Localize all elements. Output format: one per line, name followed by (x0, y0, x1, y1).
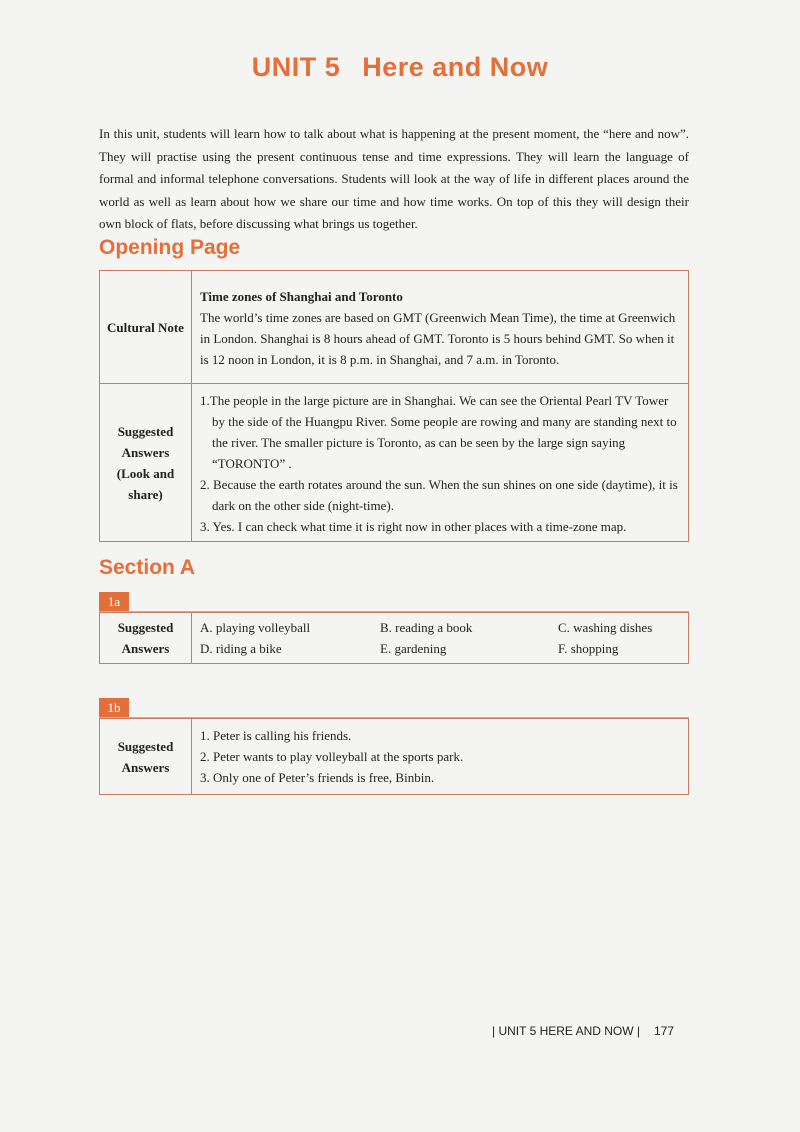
page-footer (492, 1024, 674, 1038)
exercise-tag-1b: 1b (99, 698, 129, 718)
exercise-1b-label: Suggested Answers (100, 719, 192, 795)
page-number: 177 (654, 1024, 675, 1038)
unit-title (0, 52, 800, 83)
cultural-note-content (192, 271, 689, 384)
exercise-1b-answers (192, 719, 689, 795)
list-item: D. riding a bike (200, 641, 282, 656)
list-item: 3. Yes. I can check what time it is right now in other places with a time-zone map. (200, 519, 627, 534)
list-item: A. playing volleyball (200, 620, 311, 635)
opening-page-table (99, 270, 689, 542)
cultural-note-body: The world’s time zones are based on GMT (Greenwich Mean Time), the time at Greenwich in London. Shanghai is 8 hours ahead of GMT. Toronto is 5 hours behind GMT. So when it is 12 noon in London, it is 8 p.m. in Shanghai, and 7 a.m. in Toronto. (200, 310, 676, 367)
unit-number: UNIT 5 (251, 52, 341, 82)
cultural-note-label: Cultural Note (100, 271, 192, 384)
list-item: B. reading a book (380, 620, 473, 635)
suggested-answers-label: Suggested Answers (Look and share) (100, 384, 192, 542)
list-item: E. gardening (380, 641, 447, 656)
exercise-1a-label: Suggested Answers (100, 613, 192, 664)
suggested-answers-row (100, 384, 689, 542)
suggested-answers-content (192, 384, 689, 542)
list-item: 1. Peter is calling his friends. (200, 728, 352, 743)
list-item: F. shopping (558, 641, 619, 656)
list-item: 2. Because the earth rotates around the sun. When the sun shines on one side (daytime), it is dark on the other side (night-time). (200, 477, 678, 513)
cultural-note-title: Time zones of Shanghai and Toronto (200, 289, 403, 304)
exercise-1a-table (99, 612, 689, 664)
list-item: 2. Peter wants to play volleyball at the sports park. (200, 749, 464, 764)
exercise-1a-answers (192, 613, 689, 664)
opening-page-heading: Opening Page (99, 236, 241, 259)
section-a-heading: Section A (99, 556, 196, 579)
running-head: | UNIT 5 HERE AND NOW | (492, 1024, 641, 1038)
exercise-tag-1a: 1a (99, 592, 129, 612)
intro-paragraph: In this unit, students will learn how to talk about what is happening at the present moment, the “here and now”. They will practise using the present continuous tense and time expressions. They will learn the language of formal and informal telephone conversations. Students will look at the way of life in different places around the world as well as learn about how we share our time and how time works. On top of this they will design their own block of flats, before discussing what brings us together. (99, 126, 689, 231)
answers-list (200, 390, 680, 537)
list-item: 1.The people in the large picture are in Shanghai. We can see the Oriental Pearl TV Tower by the side of the Huangpu River. Some people are rowing and many are standing next to the river. The smaller picture is Toronto, as can be seen by the large sign saying “TORONTO” . (200, 393, 677, 471)
list-item: C. washing dishes (558, 620, 653, 635)
unit-name: Here and Now (362, 52, 549, 82)
cultural-note-row (100, 271, 689, 384)
list-item: 3. Only one of Peter’s friends is free, Binbin. (200, 770, 435, 785)
exercise-1b-table (99, 718, 689, 795)
